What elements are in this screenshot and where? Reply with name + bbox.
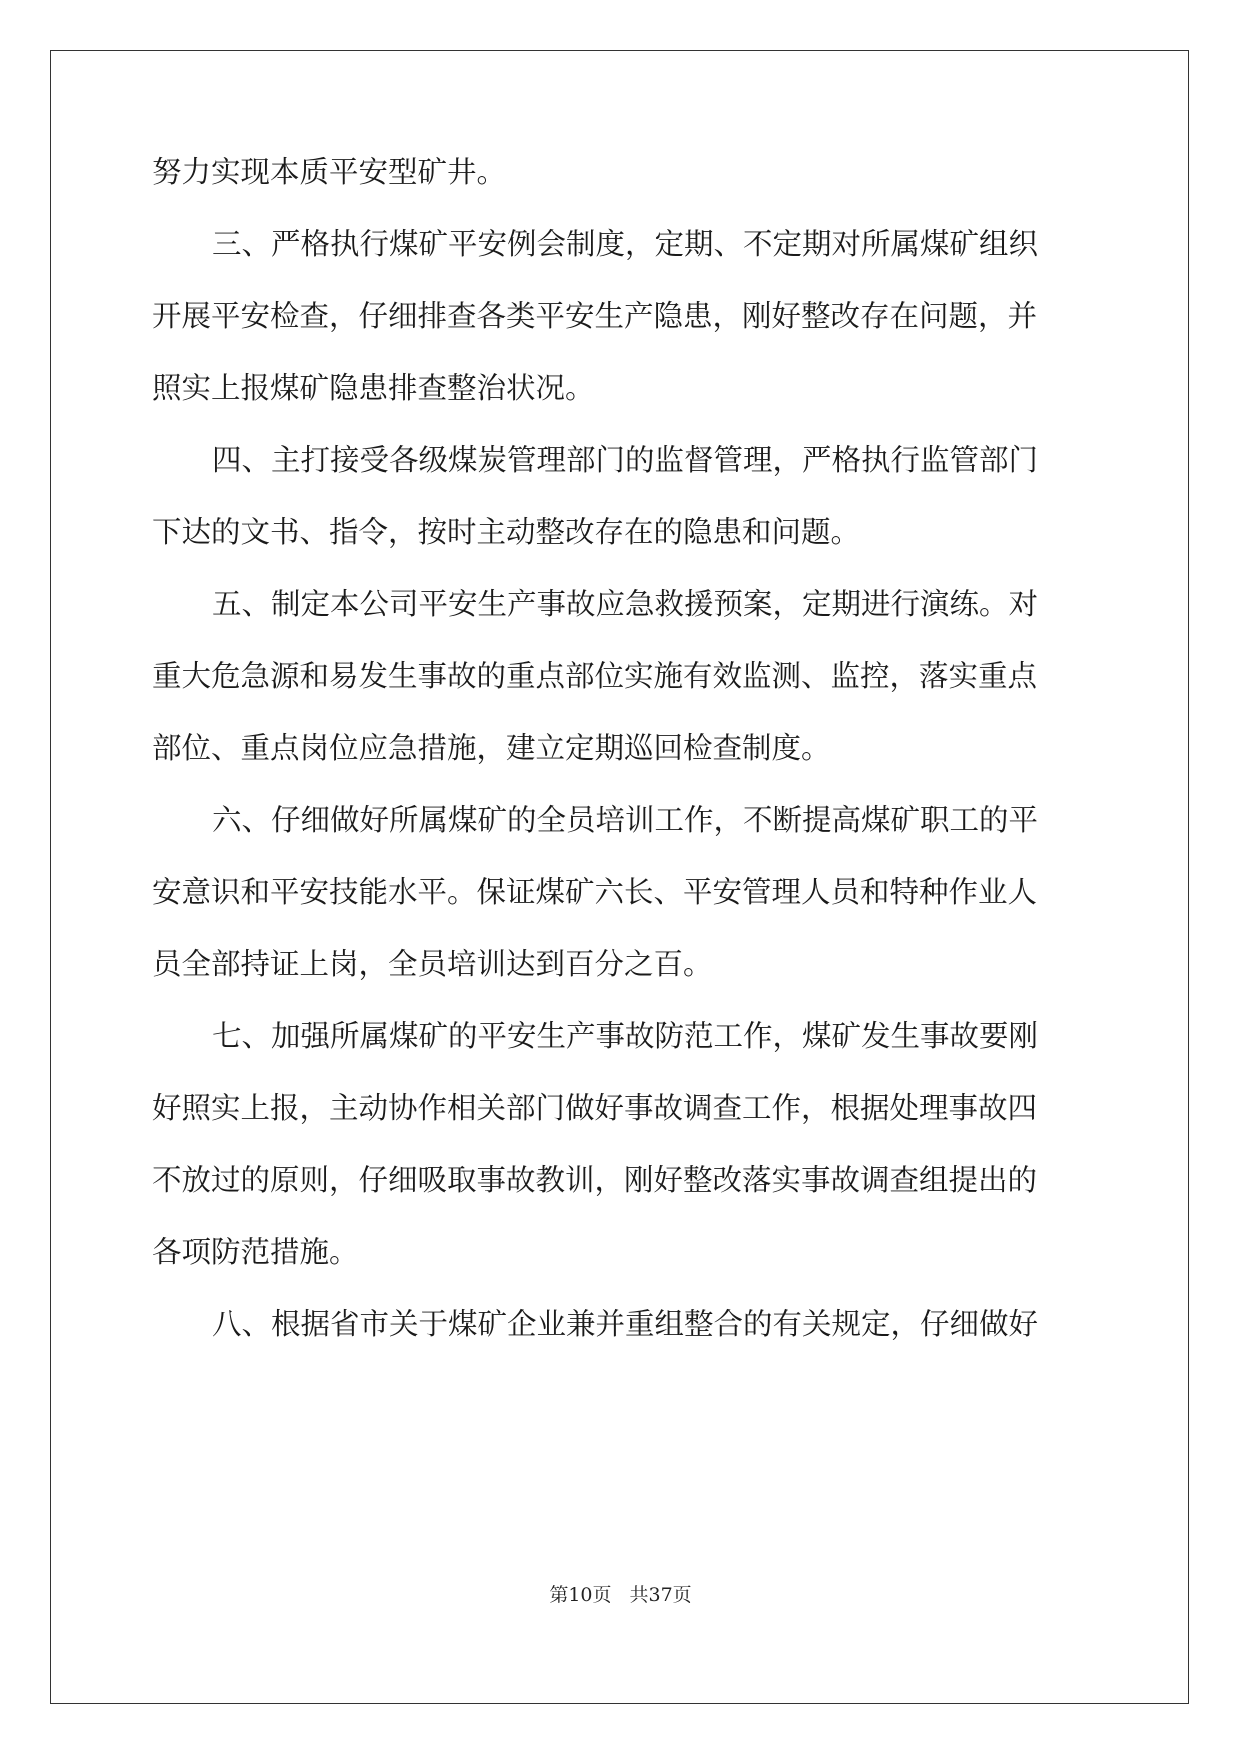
text-line: 员全部持证上岗，全员培训达到百分之百。	[152, 947, 713, 981]
text-line: 六、仔细做好所属煤矿的全员培训工作，不断提高煤矿职工的平	[212, 803, 1039, 837]
text-line: 五、制定本公司平安生产事故应急救援预案，定期进行演练。对	[212, 587, 1039, 621]
text-line: 照实上报煤矿隐患排查整治状况。	[152, 371, 595, 405]
text-line: 八、根据省市关于煤矿企业兼并重组整合的有关规定，仔细做好	[212, 1307, 1039, 1341]
page-footer	[0, 1580, 1241, 1607]
page-total: 共37页	[629, 1584, 692, 1606]
text-line: 四、主打接受各级煤炭管理部门的监督管理，严格执行监管部门	[212, 443, 1039, 477]
text-line: 重大危急源和易发生事故的重点部位实施有效监测、监控，落实重点	[152, 659, 1038, 693]
text-line: 开展平安检查，仔细排查各类平安生产隐患，刚好整改存在问题，并	[152, 299, 1038, 333]
text-line: 七、加强所属煤矿的平安生产事故防范工作，煤矿发生事故要刚	[212, 1019, 1039, 1053]
text-line: 安意识和平安技能水平。保证煤矿六长、平安管理人员和特种作业人	[152, 875, 1038, 909]
text-line: 部位、重点岗位应急措施，建立定期巡回检查制度。	[152, 731, 831, 765]
text-line: 努力实现本质平安型矿井。	[152, 155, 507, 189]
text-line: 下达的文书、指令，按时主动整改存在的隐患和问题。	[152, 515, 861, 549]
text-line: 三、严格执行煤矿平安例会制度，定期、不定期对所属煤矿组织	[212, 227, 1039, 261]
page-number: 第10页	[549, 1584, 612, 1606]
text-line: 不放过的原则，仔细吸取事故教训，刚好整改落实事故调查组提出的	[152, 1163, 1038, 1197]
text-line: 各项防范措施。	[152, 1235, 359, 1269]
text-line: 好照实上报，主动协作相关部门做好事故调查工作，根据处理事故四	[152, 1091, 1038, 1125]
